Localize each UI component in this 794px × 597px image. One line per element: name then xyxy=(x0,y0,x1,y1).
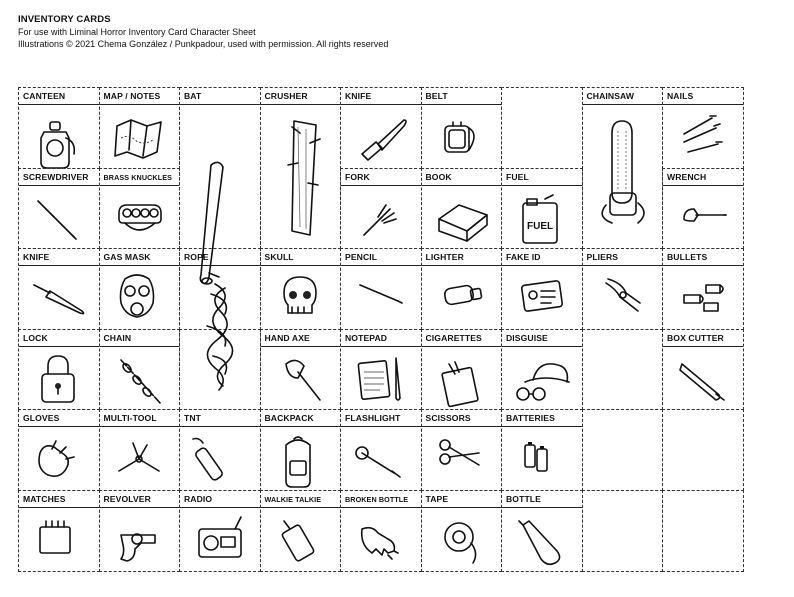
sheet-subtitle: For use with Liminal Horror Inventory Card Character Sheet xyxy=(18,27,256,37)
card-label-divider xyxy=(100,265,180,266)
inventory-card xyxy=(99,409,181,491)
card-label: BROKEN BOTTLE xyxy=(345,495,409,504)
walkie-talkie-icon xyxy=(272,511,330,569)
card-label-divider xyxy=(19,346,99,347)
revolver-icon xyxy=(111,511,169,569)
card-label: ROPE xyxy=(184,252,209,263)
padlock-icon xyxy=(30,350,88,408)
card-label-divider xyxy=(422,507,502,508)
broken-bottle-icon xyxy=(352,511,410,569)
card-label: RADIO xyxy=(184,494,213,504)
card-label-divider xyxy=(261,104,341,105)
inventory-card xyxy=(662,248,744,330)
card-label: FLASHLIGHT xyxy=(345,413,401,424)
card-label: BATTERIES xyxy=(506,413,555,424)
card-label-divider xyxy=(180,426,260,427)
card-label: FUEL xyxy=(506,171,529,182)
inventory-card xyxy=(501,490,583,572)
id-card-icon xyxy=(513,269,571,327)
inventory-card xyxy=(582,248,664,330)
card-label: LOCK xyxy=(23,332,48,343)
inventory-card xyxy=(582,329,664,411)
card-label: LIGHTER xyxy=(425,252,464,263)
inventory-card xyxy=(18,490,100,572)
card-label: BELT xyxy=(425,91,448,101)
flashlight-icon xyxy=(352,431,410,489)
box-cutter-icon xyxy=(674,350,732,408)
card-label-divider xyxy=(502,426,582,427)
inventory-card xyxy=(99,329,181,411)
svg-text:FUEL: FUEL xyxy=(527,220,554,232)
card-label-divider xyxy=(583,265,663,266)
fuel-can-icon xyxy=(513,189,571,247)
inventory-card xyxy=(662,329,744,411)
card-label: KNIFE xyxy=(23,252,50,263)
pliers-icon xyxy=(594,269,652,327)
scissors-icon xyxy=(433,431,491,489)
card-label-divider xyxy=(100,426,180,427)
inventory-card xyxy=(421,248,503,330)
card-label: WRENCH xyxy=(667,171,707,182)
cap-glasses-icon xyxy=(513,350,571,408)
card-label-divider xyxy=(663,346,743,347)
inventory-card xyxy=(18,168,100,250)
multi-tool-icon xyxy=(111,431,169,489)
inventory-card xyxy=(340,409,422,491)
card-label: MULTI-TOOL xyxy=(103,413,157,424)
inventory-card xyxy=(99,168,181,250)
hand-axe-icon xyxy=(272,350,330,408)
inventory-card xyxy=(340,248,422,330)
backpack-icon xyxy=(272,431,330,489)
card-label: BULLETS xyxy=(667,252,708,263)
inventory-card xyxy=(421,329,503,411)
inventory-card xyxy=(421,168,503,250)
card-label: HAND AXE xyxy=(264,332,310,343)
card-label-divider xyxy=(502,346,582,347)
card-label-divider xyxy=(180,104,260,105)
inventory-card xyxy=(662,168,744,250)
inventory-card xyxy=(179,490,261,572)
card-label-divider xyxy=(19,185,99,186)
card-label-divider xyxy=(422,104,502,105)
chainsaw-icon xyxy=(594,113,652,243)
card-label-divider xyxy=(19,507,99,508)
card-label: SCISSORS xyxy=(425,413,471,424)
brass-knuckles-icon xyxy=(111,189,169,247)
tnt-icon xyxy=(191,431,249,489)
card-label-divider xyxy=(341,426,421,427)
inventory-card xyxy=(18,248,100,330)
inventory-card xyxy=(260,248,342,330)
bottle-icon xyxy=(513,511,571,569)
card-label: BAT xyxy=(184,91,202,101)
gloves-icon xyxy=(30,431,88,489)
card-label-divider xyxy=(261,426,341,427)
card-label-divider xyxy=(19,104,99,105)
sheet-credits: Illustrations © 2021 Chema González / Punkpadour, used with permission. All rights reserved xyxy=(18,39,389,49)
card-label-divider xyxy=(180,265,260,266)
card-label: CHAIN xyxy=(103,332,132,343)
hunting-knife-icon xyxy=(30,269,88,327)
batteries-icon xyxy=(513,431,571,489)
inventory-card xyxy=(99,248,181,330)
inventory-card xyxy=(501,329,583,411)
inventory-card xyxy=(501,248,583,330)
rope-icon xyxy=(191,274,249,404)
card-label: CIGARETTES xyxy=(425,332,482,343)
card-label: FAKE ID xyxy=(506,252,541,263)
cigarettes-icon xyxy=(433,350,491,408)
card-label: GLOVES xyxy=(23,413,60,424)
chain-icon xyxy=(111,350,169,408)
gas-mask-icon xyxy=(111,269,169,327)
card-label-divider xyxy=(341,265,421,266)
lighter-icon xyxy=(433,269,491,327)
inventory-card xyxy=(340,329,422,411)
knife-icon xyxy=(352,108,410,166)
card-label-divider xyxy=(100,346,180,347)
card-label-divider xyxy=(341,346,421,347)
notepad-icon xyxy=(352,350,410,408)
inventory-card xyxy=(662,490,744,572)
card-label-divider xyxy=(341,507,421,508)
inventory-card xyxy=(421,87,503,169)
inventory-card xyxy=(340,490,422,572)
inventory-card xyxy=(582,87,664,249)
nails-icon xyxy=(674,108,732,166)
card-label: CANTEEN xyxy=(23,91,66,101)
card-label-divider xyxy=(422,265,502,266)
skull-icon xyxy=(272,269,330,327)
belt-icon xyxy=(433,108,491,166)
inventory-card xyxy=(18,409,100,491)
inventory-card xyxy=(340,168,422,250)
card-label-divider xyxy=(663,104,743,105)
card-label: BRASS KNUCKLES xyxy=(103,172,172,182)
card-label-divider xyxy=(100,507,180,508)
bullets-icon xyxy=(674,269,732,327)
card-label: NAILS xyxy=(667,91,694,101)
card-label-divider xyxy=(261,507,341,508)
card-label: PLIERS xyxy=(586,252,619,263)
card-label: WALKIE TALKIE xyxy=(264,495,322,504)
wrench-icon xyxy=(674,189,732,247)
card-label: TAPE xyxy=(425,494,449,504)
card-label-divider xyxy=(422,185,502,186)
inventory-card xyxy=(18,329,100,411)
inventory-card xyxy=(99,87,181,169)
canteen-icon xyxy=(30,108,88,166)
card-label-divider xyxy=(422,346,502,347)
card-label: PENCIL xyxy=(345,252,378,263)
card-label: TNT xyxy=(184,413,202,424)
inventory-card xyxy=(501,409,583,491)
card-label: KNIFE xyxy=(345,91,372,101)
card-label-divider xyxy=(100,104,180,105)
card-label-divider xyxy=(341,185,421,186)
card-label-divider xyxy=(100,185,180,186)
card-label: DISGUISE xyxy=(506,332,548,343)
card-label-divider xyxy=(19,426,99,427)
inventory-card xyxy=(260,329,342,411)
card-label-divider xyxy=(261,346,341,347)
inventory-card xyxy=(582,490,664,572)
card-label: GAS MASK xyxy=(103,252,151,263)
map-icon xyxy=(111,108,169,166)
inventory-card xyxy=(662,409,744,491)
screwdriver-icon xyxy=(30,189,88,247)
card-label: NOTEPAD xyxy=(345,332,388,343)
fork-icon xyxy=(352,189,410,247)
card-label: CHAINSAW xyxy=(586,91,635,101)
inventory-card xyxy=(18,87,100,169)
inventory-card xyxy=(260,409,342,491)
card-label-divider xyxy=(19,265,99,266)
tape-icon xyxy=(433,511,491,569)
crusher-icon xyxy=(272,113,330,243)
card-label: REVOLVER xyxy=(103,494,151,504)
inventory-card xyxy=(179,248,261,410)
card-label-divider xyxy=(341,104,421,105)
card-label-divider xyxy=(261,265,341,266)
inventory-card xyxy=(179,409,261,491)
inventory-card xyxy=(340,87,422,169)
sheet-title: INVENTORY CARDS xyxy=(18,14,111,25)
card-label-divider xyxy=(502,507,582,508)
matches-icon xyxy=(30,511,88,569)
card-label: BACKPACK xyxy=(264,413,314,424)
pencil-icon xyxy=(352,269,410,327)
book-icon xyxy=(433,189,491,247)
card-label: FORK xyxy=(345,171,370,182)
inventory-card xyxy=(582,409,664,491)
inventory-card xyxy=(662,87,744,169)
card-label: SKULL xyxy=(264,252,294,263)
inventory-card xyxy=(421,409,503,491)
card-label-divider xyxy=(502,185,582,186)
inventory-card xyxy=(260,87,342,249)
card-label: BOX CUTTER xyxy=(667,332,724,343)
card-label-divider xyxy=(663,185,743,186)
card-label: SCREWDRIVER xyxy=(23,171,89,182)
inventory-card xyxy=(99,490,181,572)
card-label-divider xyxy=(583,104,663,105)
card-label-divider xyxy=(422,426,502,427)
card-label: BOOK xyxy=(425,171,452,182)
card-label: BOTTLE xyxy=(506,494,541,504)
inventory-card xyxy=(501,168,583,250)
inventory-card xyxy=(501,87,583,169)
card-label-divider xyxy=(180,507,260,508)
card-label-divider xyxy=(663,265,743,266)
card-label: MAP / NOTES xyxy=(103,91,161,101)
inventory-card xyxy=(260,490,342,572)
card-label: CRUSHER xyxy=(264,91,308,101)
card-label-divider xyxy=(502,265,582,266)
card-label: MATCHES xyxy=(23,494,66,504)
radio-icon xyxy=(191,511,249,569)
inventory-card xyxy=(421,490,503,572)
